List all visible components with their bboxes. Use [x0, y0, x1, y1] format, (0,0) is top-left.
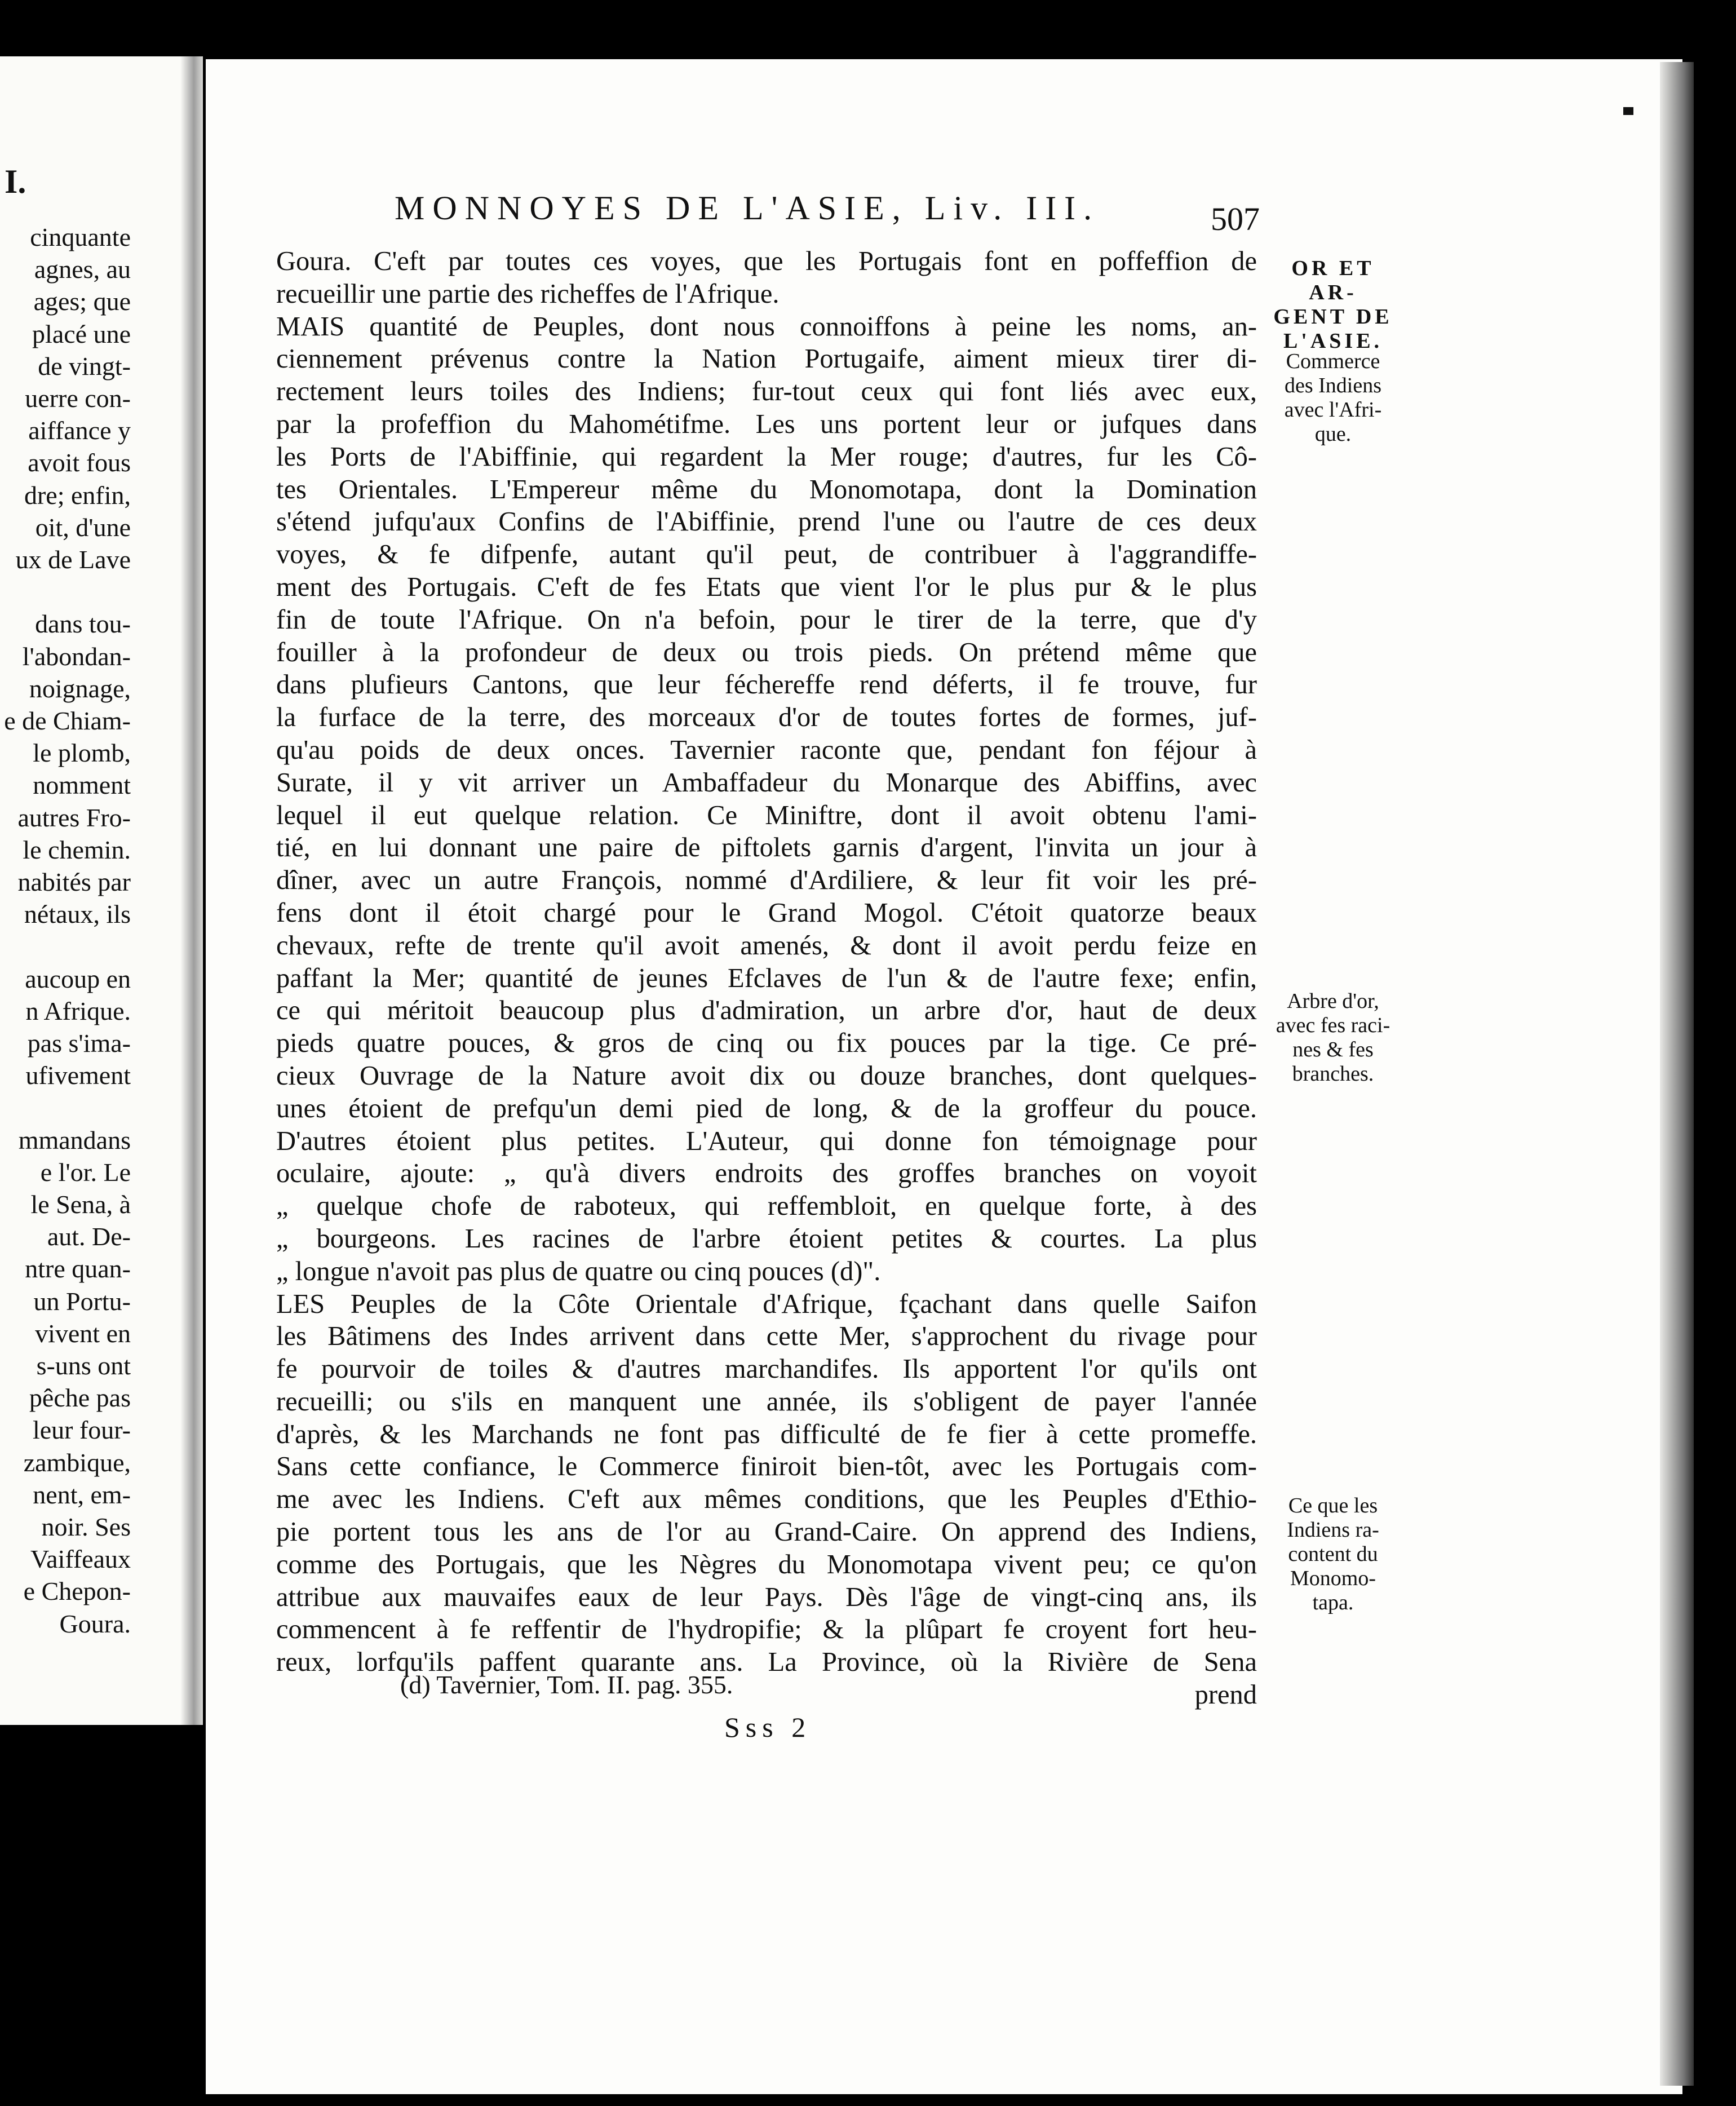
facing-page-line: le plomb,	[33, 738, 131, 768]
text-line: ment des Portugais. C'eft de fes Etats que vient l'or le plus pur & le plus	[276, 572, 1257, 602]
facing-page-line: ages; que	[33, 287, 131, 316]
text-line: d'après, & les Marchands ne font pas difficulté de fe fier à cette promeffe.	[276, 1419, 1257, 1449]
text-line: D'autres étoient plus petites. L'Auteur, qui donne fon témoignage pour	[276, 1126, 1257, 1156]
margin-note-line: Ce que les	[1288, 1494, 1378, 1517]
facing-page-line: Vaiffeaux	[30, 1545, 131, 1574]
facing-page-line: s-uns ont	[36, 1351, 131, 1380]
facing-page-line: Goura.	[59, 1609, 131, 1638]
margin-note-line: L'ASIE.	[1283, 329, 1383, 353]
margin-note-line: Monomo-	[1290, 1567, 1376, 1590]
text-line: recueilli; ou s'ils en manquent une année, ils s'obligent de payer l'année	[276, 1386, 1257, 1417]
facing-page-line: placé une	[32, 319, 131, 348]
text-line: Surate, il y vit arriver un Ambaffadeur du Monarque des Abiffins, avec	[276, 767, 1257, 798]
facing-page-mark: I.	[5, 163, 26, 200]
facing-page-line: uerre con-	[25, 384, 131, 413]
text-line: attribue aux mauvaifes eaux de leur Pays. Dès l'âge de vingt-cinq ans, ils	[276, 1582, 1257, 1612]
facing-page-line: e l'or. Le	[40, 1157, 131, 1187]
facing-page-line: n Afrique.	[25, 996, 131, 1025]
facing-page-line: e Chepon-	[23, 1577, 131, 1606]
facing-page-line: autres Fro-	[17, 803, 131, 832]
text-line: „ bourgeons. Les racines de l'arbre étoient petites & courtes. La plus	[276, 1223, 1257, 1254]
margin-note-indiens	[1268, 1494, 1398, 1615]
facing-page-line: dre; enfin,	[24, 480, 131, 510]
facing-page-line: noignage,	[29, 674, 131, 703]
margin-note-line: branches.	[1292, 1062, 1374, 1086]
facing-page-line: nétaux, ils	[24, 900, 131, 929]
facing-page-line: aut. De-	[47, 1222, 131, 1251]
facing-page-line: pêche pas	[29, 1383, 131, 1413]
facing-page-line: oit, d'une	[35, 512, 131, 542]
text-line: commencent à fe reffentir de l'hydropifie; & la plûpart fe croyent fort heu-	[276, 1614, 1257, 1645]
text-line: Sans cette confiance, le Commerce finiroit bien-tôt, avec les Portugais com-	[276, 1452, 1257, 1482]
facing-page-line: de vingt-	[38, 351, 131, 381]
margin-note-line: content du	[1288, 1542, 1378, 1566]
margin-note-commerce	[1268, 349, 1398, 446]
text-line: cieux Ouvrage de la Nature avoit dix ou douze branches, dont quelques-	[276, 1060, 1257, 1091]
facing-page-line: ntre quan-	[25, 1254, 131, 1284]
text-line: fens dont il étoit chargé pour le Grand Mogol. C'étoit quatorze beaux	[276, 897, 1257, 928]
facing-page-line: agnes, au	[34, 255, 131, 284]
facing-page-line: le chemin.	[23, 835, 131, 864]
facing-page-line: leur four-	[32, 1415, 131, 1445]
facing-page-line: l'abondan-	[22, 641, 131, 671]
facing-page-line: vivent en	[35, 1319, 131, 1348]
text-line: „ quelque chofe de raboteux, qui reffembloit, en quelque forte, à des	[276, 1191, 1257, 1222]
text-line: les Ports de l'Abiffinie, qui regardent la Mer rouge; d'autres, fur les Cô-	[276, 441, 1257, 472]
text-line: voyes, & fe difpenfe, autant qu'il peut, de contribuer à l'aggrandiffe-	[276, 539, 1257, 570]
running-head: MONNOYES DE L'ASIE, Liv. III.	[395, 189, 1100, 227]
gutter-shadow	[180, 56, 203, 1725]
margin-note-line: avec l'Afri-	[1284, 398, 1382, 422]
facing-page-line: nomment	[33, 771, 131, 800]
margin-note-line: tapa.	[1312, 1591, 1354, 1614]
text-line: prend	[1194, 1680, 1257, 1710]
margin-note-line: Commerce	[1286, 349, 1380, 373]
margin-note-line: OR ET AR-	[1291, 256, 1375, 304]
text-line: pieds quatre pouces, & gros de cinq ou fix pouces par la tige. Ce pré-	[276, 1028, 1257, 1059]
page-edge-shadow	[1660, 62, 1694, 2086]
text-line: „ longue n'avoit pas plus de quatre ou cinq pouces (d)".	[276, 1256, 881, 1286]
text-line: qu'au poids de deux onces. Tavernier raconte que, pendant fon féjour à	[276, 735, 1257, 765]
facing-page-line: aucoup en	[25, 964, 131, 993]
margin-note-line: nes & fes	[1292, 1038, 1374, 1061]
page-number: 507	[1211, 201, 1260, 237]
facing-page-line: un Portu-	[33, 1286, 131, 1316]
text-line: LES Peuples de la Côte Orientale d'Afrique, fçachant dans quelle Saifon	[276, 1289, 1257, 1319]
text-line: Goura. C'eft par toutes ces voyes, que les Portugais font en poffeffion de	[276, 246, 1257, 276]
text-line: lequel il eut quelque relation. Ce Miniftre, dont il avoit obtenu l'ami-	[276, 800, 1257, 830]
text-line: s'étend jufqu'aux Confins de l'Abiffinie, prend l'une ou l'autre de ces deux	[276, 507, 1257, 537]
margin-note-line: GENT DE	[1273, 305, 1393, 329]
printer-mark	[1623, 107, 1633, 115]
facing-page-line: zambique,	[23, 1448, 131, 1477]
text-line: paffant la Mer; quantité de jeunes Efclaves de l'un & de l'autre fexe; enfin,	[276, 963, 1257, 993]
text-line: dîner, avec un autre François, nommé d'Ardiliere, & leur fit voir les pré-	[276, 865, 1257, 896]
text-line: me avec les Indiens. C'eft aux mêmes conditions, que les Peuples d'Ethio-	[276, 1484, 1257, 1515]
text-line: fouiller à la profondeur de deux ou trois pieds. On prétend même que	[276, 637, 1257, 667]
facing-page-line: le Sena, à	[30, 1190, 131, 1219]
facing-page-line: nabités par	[17, 868, 131, 896]
body-text	[276, 245, 1257, 1711]
facing-page-line: mmandans	[18, 1125, 131, 1154]
facing-page-line: nent, em-	[33, 1480, 131, 1509]
text-line: unes étoient de prefqu'un demi pied de long, & de la groffeur du pouce.	[276, 1093, 1257, 1123]
margin-note-line: Arbre d'or,	[1287, 989, 1379, 1013]
text-line: la furface de la terre, des morceaux d'or de toutes fortes de formes, juf-	[276, 702, 1257, 733]
facing-page-line: ux de Lave	[15, 545, 131, 574]
text-line: ce qui méritoit beaucoup plus d'admiration, un arbre d'or, haut de deux	[276, 996, 1257, 1026]
text-line: rectement leurs toiles des Indiens; fur-tout ceux qui font liés avec eux,	[276, 377, 1257, 407]
text-line: chevaux, refte de trente qu'il avoit amenés, & dont il avoit perdu feize en	[276, 930, 1257, 961]
text-line: reux, lorfqu'ils paffent quarante ans. La Province, où la Rivière de Sena	[276, 1647, 1257, 1678]
text-line: pie portent tous les ans de l'or au Grand-Caire. On apprend des Indiens,	[276, 1517, 1257, 1547]
text-line: recueillir une partie des richeffes de l'Afrique.	[276, 278, 780, 309]
text-line: ciennement prévenus contre la Nation Portugaife, aiment mieux tirer di-	[276, 344, 1257, 374]
text-line: oculaire, ajoute: „ qu'à divers endroits des groffes branches on voyoit	[276, 1158, 1257, 1189]
footnote: (d) Tavernier, Tom. II. pag. 355.	[400, 1670, 733, 1699]
text-line: tié, en lui donnant une paire de piftolets garnis d'argent, l'invita un jour à	[276, 833, 1257, 863]
facing-page-line: aiffance y	[28, 416, 131, 445]
facing-page-line: noir. Ses	[41, 1512, 131, 1541]
facing-page-line: avoit fous	[28, 448, 131, 477]
text-line: comme des Portugais, que les Nègres du Monomotapa vivent peu; ce qu'on	[276, 1549, 1257, 1580]
facing-page-line: dans tou-	[35, 609, 131, 639]
margin-note-arbre-dor	[1268, 989, 1398, 1086]
text-line: fin de toute l'Afrique. On n'a befoin, pour le tirer de la terre, que d'y	[276, 604, 1257, 635]
facing-page-line: ufivement	[25, 1061, 131, 1090]
margin-note-line: des Indiens	[1284, 374, 1382, 397]
text-line: tes Orientales. L'Empereur même du Monomotapa, dont la Domination	[276, 474, 1257, 505]
facing-page-line: cinquante	[30, 223, 131, 251]
facing-page-line: pas s'ima-	[27, 1029, 131, 1058]
text-line: fe pourvoir de toiles & d'autres marchandifes. Ils apportent l'or qu'ils ont	[276, 1354, 1257, 1384]
margin-note-line: Indiens ra-	[1287, 1518, 1379, 1542]
text-line: dans plufieurs Cantons, que leur féchereffe rend déferts, il fe trouve, fur	[276, 670, 1257, 700]
text-line: MAIS quantité de Peuples, dont nous connoiffons à peine les noms, an-	[276, 311, 1257, 342]
margin-note-or-et-argent	[1268, 256, 1398, 353]
margin-note-line: avec fes raci-	[1276, 1014, 1390, 1037]
facing-page-line: e de Chiam-	[4, 706, 131, 735]
facing-page	[0, 56, 193, 1725]
text-line: par la profeffion du Mahométifme. Les uns portent leur or jufques dans	[276, 409, 1257, 439]
margin-note-line: que.	[1314, 422, 1352, 446]
text-line: les Bâtimens des Indes arrivent dans cette Mer, s'approchent du rivage pour	[276, 1321, 1257, 1352]
signature-mark: Sss 2	[724, 1711, 812, 1743]
